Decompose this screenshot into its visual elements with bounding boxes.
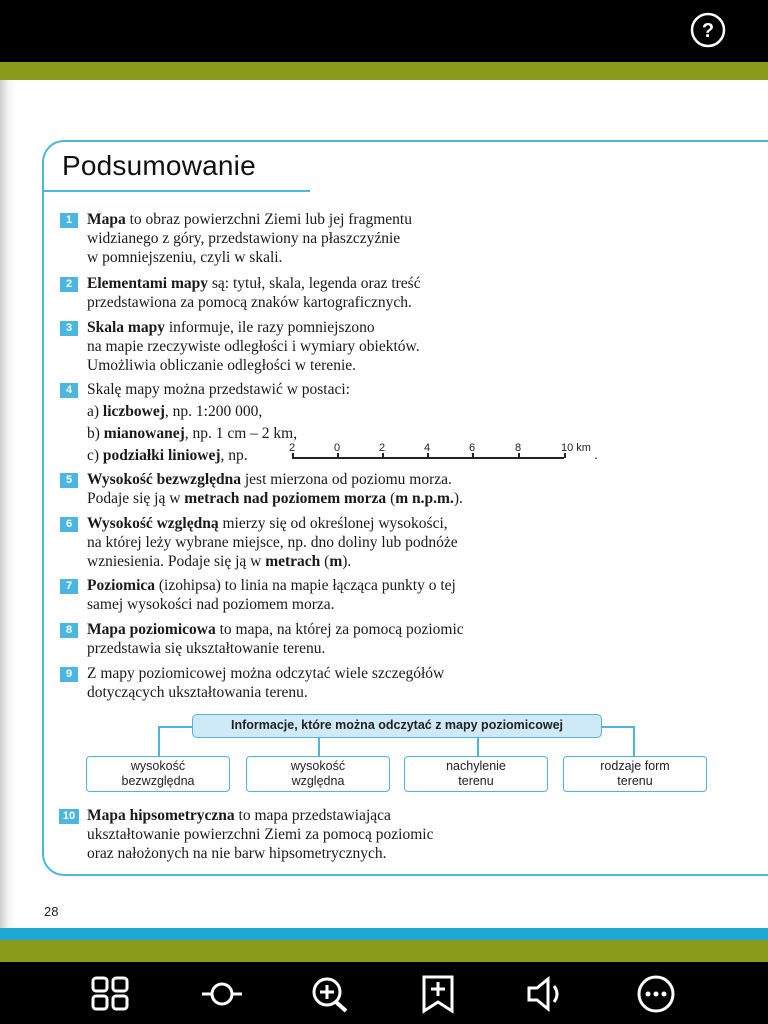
- item-line: Skala mapy informuje, ile razy pomniejszono: [87, 319, 375, 336]
- scale-bar: [288, 442, 598, 466]
- diagram-leaf-text: terenu: [617, 774, 653, 788]
- item-number: 7: [60, 579, 78, 594]
- diagram-leaf: [246, 756, 390, 792]
- item-line: Elementami mapy są: tytuł, skala, legenda oraz treść: [87, 275, 421, 292]
- scale-bar-label: 0: [334, 442, 341, 454]
- item-line: w pomniejszeniu, czyli w skali.: [87, 249, 283, 266]
- scale-bar-label: 4: [424, 442, 431, 454]
- title-underline: [42, 190, 310, 192]
- item-number: 1: [60, 213, 78, 228]
- item-line: Podaje się ją w metrach nad poziomem morza (m n.p.m.).: [87, 490, 463, 507]
- item-number: 9: [60, 667, 78, 682]
- help-button[interactable]: [690, 12, 726, 48]
- bookmark-add-icon: [416, 974, 460, 1014]
- item-line: Mapa poziomicowa to mapa, na której za pomocą poziomic: [87, 621, 464, 638]
- scale-bar-label: 8: [515, 442, 522, 454]
- scale-bar-label: 10 km: [561, 442, 591, 454]
- item-number: 3: [60, 321, 78, 336]
- connector: [158, 726, 160, 756]
- connector: [318, 738, 320, 756]
- more-options-button[interactable]: [634, 974, 678, 1014]
- item-line: oraz nałożonych na nie barw hipsometrycznych.: [87, 845, 387, 862]
- connector: [633, 726, 635, 756]
- zoom-in-button[interactable]: [308, 974, 352, 1014]
- item-line: przedstawiona za pomocą znaków kartograficznych.: [87, 294, 412, 311]
- item-line: widzianego z góry, przedstawiony na płaszczyźnie: [87, 230, 401, 247]
- item-number: 10: [59, 809, 79, 824]
- item-number: 4: [60, 383, 78, 398]
- item-line: a) liczbowej, np. 1:200 000,: [87, 403, 263, 420]
- page-title: Podsumowanie: [62, 150, 256, 181]
- help-icon: [690, 12, 726, 48]
- top-olive-band: [0, 62, 768, 80]
- page-gutter-shadow: [0, 80, 16, 936]
- bookmark-button[interactable]: [416, 974, 460, 1014]
- connector: [477, 738, 479, 756]
- more-icon: [634, 974, 678, 1014]
- diagram-leaf-text: wysokość: [290, 759, 346, 773]
- thumbnails-button[interactable]: [90, 974, 134, 1014]
- diagram-leaf: [404, 756, 548, 792]
- diagram-leaf: [563, 756, 707, 792]
- item-line: na mapie rzeczywiste odległości i wymiary obiektów.: [87, 338, 420, 355]
- diagram-leaf-text: nachylenie: [446, 759, 506, 773]
- scale-bar-period: .: [594, 446, 598, 462]
- diagram-header: Informacje, które można odczytać z mapy poziomicowej: [192, 714, 602, 738]
- diagram-leaf-text: terenu: [458, 774, 494, 788]
- item-line: ukształtowanie powierzchni Ziemi za pomocą poziomic: [87, 826, 434, 843]
- scrubber-icon: [200, 974, 244, 1014]
- grid-icon: [90, 974, 134, 1014]
- page-bottom-strip: [0, 928, 768, 940]
- item-line: dotyczących ukształtowania terenu.: [87, 684, 308, 701]
- item-line: Skalę mapy można przedstawić w postaci:: [87, 381, 350, 398]
- item-number: 6: [60, 517, 78, 532]
- item-number: 2: [60, 277, 78, 292]
- item-line: wzniesienia. Podaje się ją w metrach (m).: [87, 553, 352, 570]
- connector: [158, 726, 192, 728]
- zoom-in-icon: [308, 974, 352, 1014]
- svg-text:?: ?: [701, 20, 715, 42]
- diagram-leaf-text: względna: [291, 774, 345, 788]
- page-number: 28: [44, 904, 59, 919]
- top-toolbar: [0, 0, 768, 62]
- item-line: Z mapy poziomicowej można odczytać wiele szczegółów: [87, 665, 445, 682]
- item-line: na której leży wybrane miejsce, np. dno doliny lub podnóże: [87, 534, 458, 551]
- item-line: samej wysokości nad poziomem morza.: [87, 596, 335, 613]
- item-line: Umożliwia obliczanie odległości w terenie.: [87, 357, 357, 374]
- item-line: c) podziałki liniowej, np.: [87, 447, 248, 464]
- item-line: Wysokość względną mierzy się od określonej wysokości,: [87, 515, 448, 532]
- scale-bar-label: 2: [379, 442, 386, 454]
- connector: [602, 726, 634, 728]
- item-line: b) mianowanej, np. 1 cm – 2 km,: [87, 425, 298, 442]
- item-line: przedstawia się ukształtowanie terenu.: [87, 640, 326, 657]
- read-aloud-button[interactable]: [524, 974, 568, 1014]
- item-line: Mapa to obraz powierzchni Ziemi lub jej fragmentu: [87, 211, 412, 228]
- bottom-olive-band: [0, 940, 768, 962]
- scale-bar-label: 2: [289, 442, 296, 454]
- diagram-leaf: [86, 756, 230, 792]
- diagram-leaf-text: bezwzględna: [121, 774, 195, 788]
- scale-bar-label: 6: [469, 442, 476, 454]
- item-number: 5: [60, 473, 78, 488]
- item-line: Poziomica (izohipsa) to linia na mapie łącząca punkty o tej: [87, 577, 456, 594]
- item-line: Wysokość bezwzględna jest mierzona od poziomu morza.: [87, 471, 452, 488]
- page-scrubber-button[interactable]: [200, 974, 244, 1014]
- diagram-leaf-text: wysokość: [130, 759, 186, 773]
- diagram-leaf-text: rodzaje form: [600, 759, 670, 773]
- item-number: 8: [60, 623, 78, 638]
- item-line: Mapa hipsometryczna to mapa przedstawiająca: [87, 807, 391, 824]
- volume-icon: [524, 974, 568, 1014]
